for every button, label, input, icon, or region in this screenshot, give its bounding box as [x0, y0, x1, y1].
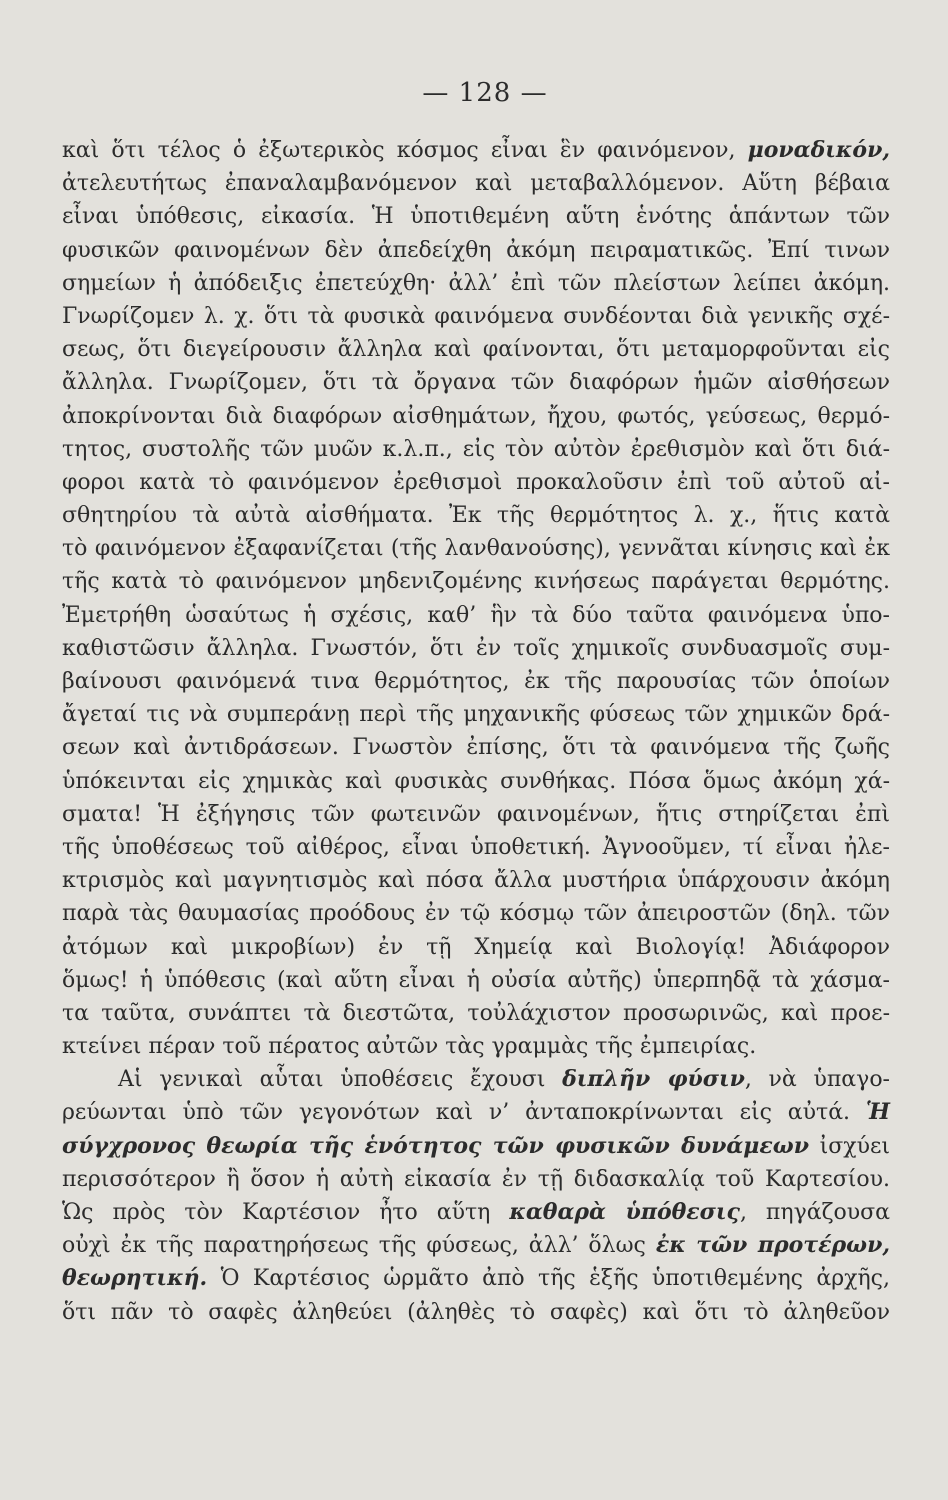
text-line — [62, 466, 890, 499]
text-line — [62, 864, 890, 897]
text-segment: , πηγάζουσα — [739, 1200, 890, 1225]
text-segment: καθιστῶσιν ἄλληλα. Γνωστόν, ὅτι ἐν τοῖς χημικοῖς συνδυασμοῖς συμ- — [62, 635, 890, 661]
text-segment: οὐχὶ ἐκ τῆς παρατηρήσεως τῆς φύσεως, ἀλλ’ ὅλως — [62, 1233, 656, 1259]
text-line — [62, 1130, 890, 1163]
text-segment: , νὰ ὑπαγο- — [744, 1067, 890, 1093]
text-line — [62, 200, 890, 233]
text-segment: Αἱ γενικαὶ αὗται ὑποθέσεις ἔχουσι — [118, 1067, 563, 1093]
text-line — [62, 234, 890, 267]
text-segment: ὑπόκεινται εἰς χημικὰς καὶ φυσικὰς συνθήκας. Πόσα ὅμως ἀκόμη χά- — [62, 768, 890, 794]
text-line — [62, 731, 890, 764]
text-segment: σεων καὶ ἀντιδράσεων. Γνωστὸν ἐπίσης, ὅτι τὰ φαινόμενα τῆς ζωῆς — [62, 735, 890, 761]
text-segment: ἀποκρίνονται διὰ διαφόρων αἰσθημάτων, ἤχου, φωτός, γεύσεως, θερμό- — [62, 403, 890, 429]
text-line — [62, 433, 890, 466]
page-number: — 128 — — [422, 78, 548, 108]
text-segment: ἄλληλα. Γνωρίζομεν, ὅτι τὰ ὄργανα τῶν διαφόρων ἡμῶν αἰσθήσεων — [62, 370, 890, 396]
emphasized-text: μοναδικόν, — [747, 137, 890, 163]
text-line — [62, 400, 890, 433]
emphasized-text: καθαρὰ ὑπόθεσις — [509, 1199, 740, 1225]
text-segment: φυσικῶν φαινομένων δὲν ἀπεδείχθη ἀκόμη πειραματικῶς. Ἐπί τινων — [62, 237, 890, 263]
text-segment: τὸ φαινόμενον ἐξαφανίζεται (τῆς λανθανούσης), γεννᾶται κίνησις καὶ ἐκ — [62, 536, 890, 562]
text-line — [62, 267, 890, 300]
text-segment: ρεύωνται ὑπὸ τῶν γεγονότων καὶ ν’ ἀνταποκρίνωνται εἰς αὐτά. — [62, 1100, 866, 1126]
text-line — [62, 798, 890, 831]
text-segment: ἀτόμων καὶ μικροβίων) ἐν τῇ Χημείᾳ καὶ Βιολογίᾳ! Ἀδιάφορον — [62, 934, 890, 960]
text-line — [62, 964, 890, 997]
emphasized-text: θεωρητική. — [62, 1265, 208, 1292]
text-line — [62, 333, 890, 366]
text-line — [62, 698, 890, 731]
text-segment: τῆς κατὰ τὸ φαινόμενον μηδενιζομένης κινήσεως παράγεται θερμότης. — [62, 569, 890, 595]
text-line — [62, 831, 890, 864]
text-segment: τητος, συστολῆς τῶν μυῶν κ.λ.π., εἰς τὸν αὐτὸν ἐρεθισμὸν καὶ ὅτι διά- — [62, 436, 890, 462]
text-segment: εἶναι ὑπόθεσις, εἰκασία. Ἡ ὑποτιθεμένη αὕτη ἑνότης ἁπάντων τῶν — [62, 204, 890, 230]
body-text — [62, 134, 890, 1329]
text-line — [62, 300, 890, 333]
text-line — [62, 1296, 890, 1329]
text-line — [62, 1262, 890, 1295]
text-segment: περισσότερον ἢ ὅσον ἡ αὐτὴ εἰκασία ἐν τῇ διδασκαλίᾳ τοῦ Καρτεσίου. — [62, 1166, 890, 1192]
text-line — [62, 1063, 890, 1096]
text-segment: ὅτι πᾶν τὸ σαφὲς ἀληθεύει (ἀληθὲς τὸ σαφὲς) καὶ ὅτι τὸ ἀληθεῦον — [62, 1299, 890, 1325]
text-line — [62, 1030, 890, 1063]
text-line — [62, 765, 890, 798]
text-segment: ἀτελευτήτως ἐπαναλαμβανόμενον καὶ μεταβαλλόμενον. Αὕτη βέβαια — [62, 171, 890, 197]
text-line — [62, 997, 890, 1030]
text-segment: κτρισμὸς καὶ μαγνητισμὸς καὶ πόσα ἄλλα μυστήρια ὑπάρχουσιν ἀκόμη — [62, 868, 890, 894]
text-line — [62, 1196, 890, 1229]
text-line — [62, 134, 890, 167]
text-line — [62, 565, 890, 598]
emphasized-text: ἐκ τῶν προτέρων, — [655, 1232, 890, 1259]
text-segment: Ὁ Καρτέσιος ὡρμᾶτο ἀπὸ τῆς ἑξῆς ὑποτιθεμένης ἀρχῆς, — [207, 1266, 890, 1292]
text-segment: παρὰ τὰς θαυμασίας προόδους ἐν τῷ κόσμῳ τῶν ἀπειροστῶν (δηλ. τῶν — [62, 901, 890, 927]
text-segment: φοροι κατὰ τὸ φαινόμενον ἐρεθισμοὶ προκαλοῦσιν ἐπὶ τοῦ αὐτοῦ αἰ- — [62, 469, 890, 495]
text-segment: σημείων ἡ ἀπόδειξις ἐπετεύχθη· ἀλλ’ ἐπὶ τῶν πλείστων λείπει ἀκόμη. — [62, 270, 890, 296]
text-line — [62, 532, 890, 565]
text-segment: βαίνουσι φαινόμενά τινα θερμότητος, ἐκ τῆς παρουσίας τῶν ὁποίων — [62, 669, 890, 694]
text-line — [62, 1163, 890, 1196]
text-line — [62, 366, 890, 399]
emphasized-text: σύγχρονος θεωρία τῆς ἑνότητος τῶν φυσικῶν δυνάμεων — [62, 1132, 809, 1159]
text-line — [62, 897, 890, 930]
text-line — [62, 167, 890, 200]
text-segment: σθητηρίου τὰ αὐτὰ αἰσθήματα. Ἐκ τῆς θερμότητος λ. χ., ἥτις κατὰ — [62, 503, 890, 529]
text-line — [62, 632, 890, 665]
text-line — [62, 931, 890, 964]
text-segment: καὶ ὅτι τέλος ὁ ἐξωτερικὸς κόσμος εἶναι ἓν φαινόμενον, — [62, 138, 748, 163]
text-line — [62, 599, 890, 632]
text-segment: Ἐμετρήθη ὡσαύτως ἡ σχέσις, καθ’ ἣν τὰ δύο ταῦτα φαινόμενα ὑπο- — [62, 602, 890, 628]
text-line — [62, 665, 890, 698]
text-line — [62, 499, 890, 532]
text-segment: σεως, ὅτι διεγείρουσιν ἄλληλα καὶ φαίνονται, ὅτι μεταμορφοῦνται εἰς — [62, 337, 890, 363]
emphasized-text: Ἡ — [865, 1099, 890, 1126]
text-segment: κτείνει πέραν τοῦ πέρατος αὐτῶν τὰς γραμμὰς τῆς ἐμπειρίας. — [62, 1034, 757, 1060]
emphasized-text: διπλῆν φύσιν — [562, 1066, 745, 1093]
text-line — [62, 1096, 890, 1129]
text-segment: σματα! Ἡ ἐξήγησις τῶν φωτεινῶν φαινομένων, ἥτις στηρίζεται ἐπὶ — [62, 801, 890, 827]
text-segment: ἰσχύει — [808, 1133, 890, 1159]
text-segment: ὅμως! ἡ ὑπόθεσις (καὶ αὕτη εἶναι ἡ οὐσία αὐτῆς) ὑπερπηδᾷ τὰ χάσμα- — [62, 967, 890, 993]
text-segment: τῆς ὑποθέσεως τοῦ αἰθέρος, εἶναι ὑποθετική. Ἀγνοοῦμεν, τί εἶναι ἠλε- — [62, 834, 890, 860]
text-segment: Ὡς πρὸς τὸν Καρτέσιον ἦτο αὕτη — [62, 1200, 510, 1225]
text-segment: τα ταῦτα, συνάπτει τὰ διεστῶτα, τοὐλάχιστον προσωρινῶς, καὶ προε- — [62, 1000, 890, 1026]
text-segment: Γνωρίζομεν λ. χ. ὅτι τὰ φυσικὰ φαινόμενα συνδέονται διὰ γενικῆς σχέ- — [62, 303, 890, 329]
text-segment: ἄγεταί τις νὰ συμπεράνῃ περὶ τῆς μηχανικῆς φύσεως τῶν χημικῶν δρά- — [62, 702, 890, 728]
text-line — [62, 1229, 890, 1262]
